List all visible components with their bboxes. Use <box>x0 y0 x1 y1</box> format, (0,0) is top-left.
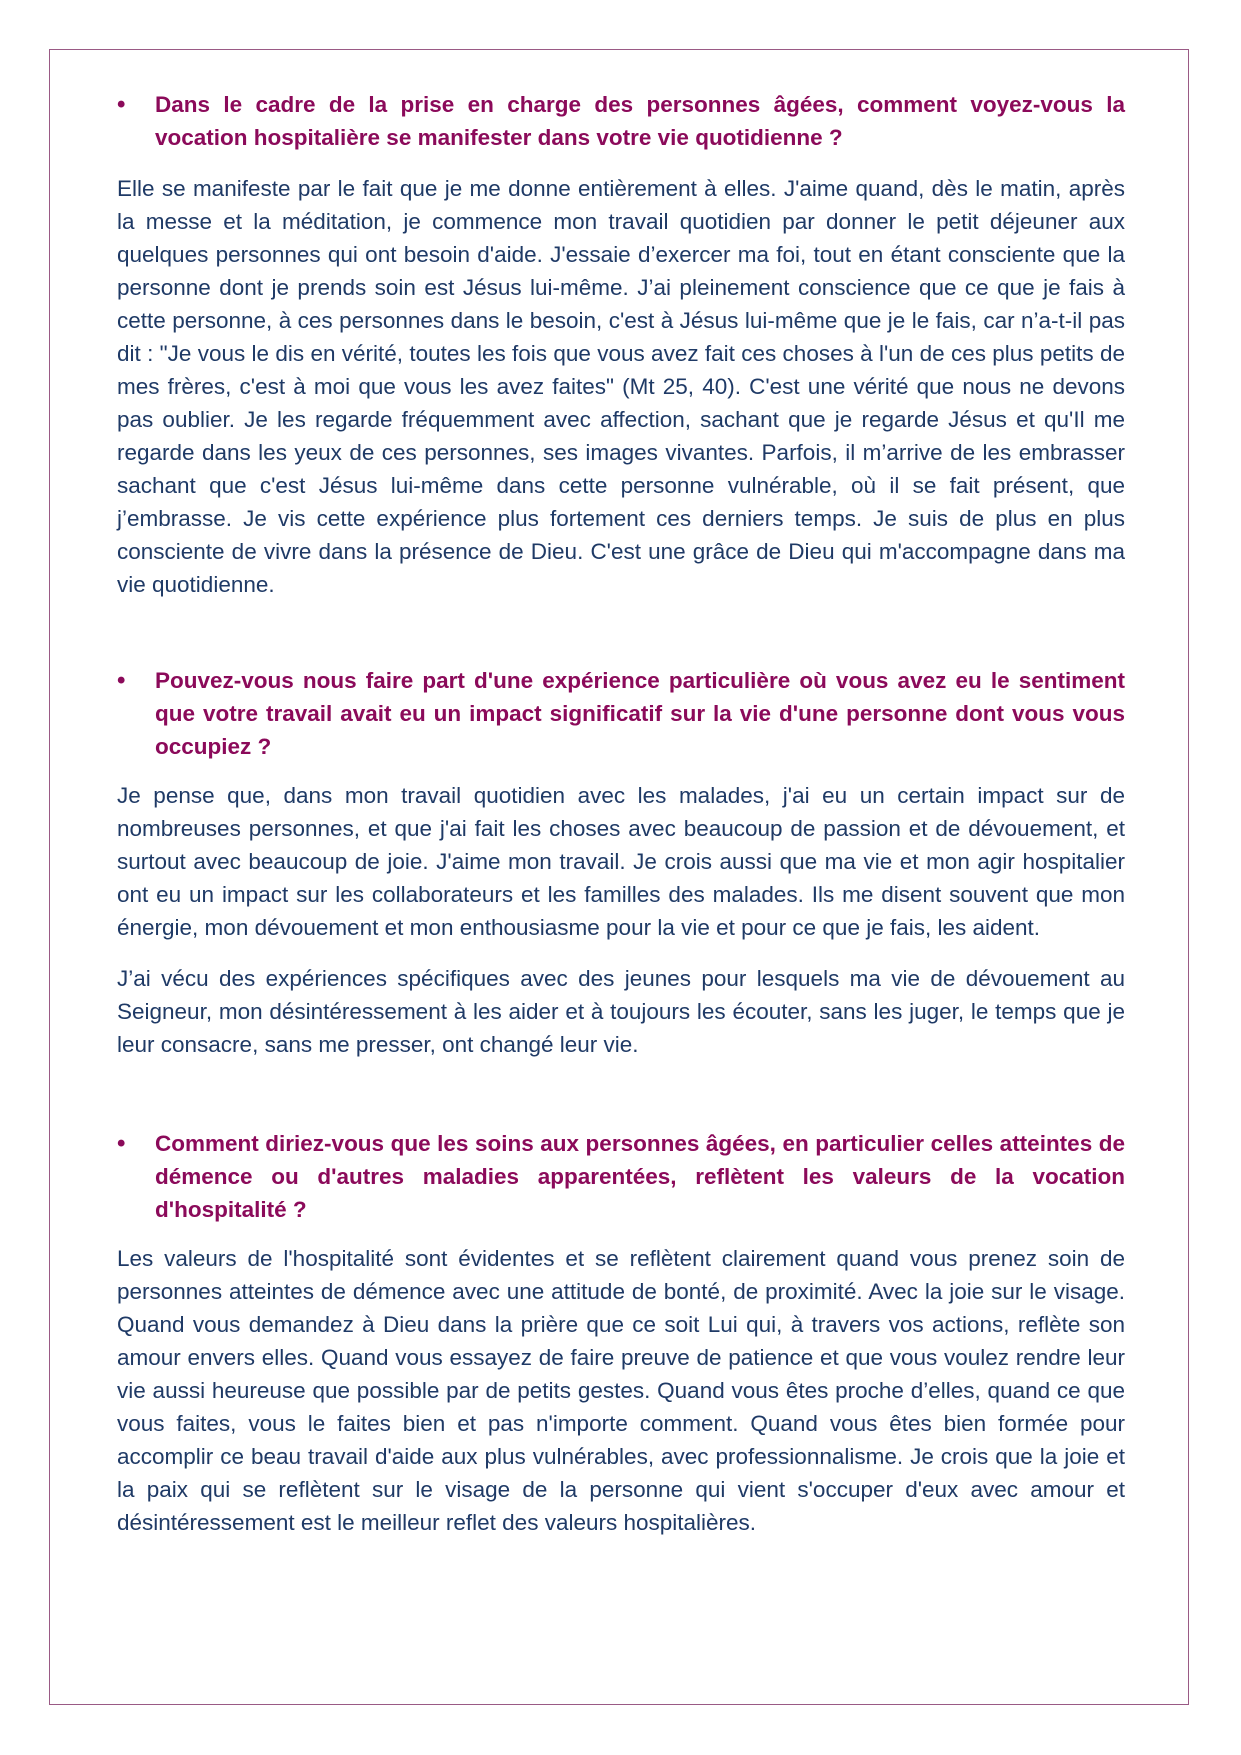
document-content <box>117 88 1125 1539</box>
bullet-icon: • <box>117 91 126 118</box>
question-2-text: Pouvez-vous nous faire part d'une expérience particulière où vous avez eu le sentiment que votre travail avait eu un impact significatif sur la vie d'une personne dont vous vous occupiez ? <box>155 668 1125 759</box>
answer-2-paragraph-2: J’ai vécu des expériences spécifiques avec des jeunes pour lesquels ma vie de dévouement au Seigneur, mon désintéressement à les aider et à toujours les écouter, sans les juger, le temps que je leur consacre, sans me presser, ont changé leur vie. <box>117 966 1125 1057</box>
question-1-text: Dans le cadre de la prise en charge des personnes âgées, comment voyez-vous la vocation hospitalière se manifester dans votre vie quotidienne ? <box>155 92 1125 150</box>
question-3 <box>117 1127 1125 1226</box>
bullet-icon: • <box>117 667 126 694</box>
answer-2-paragraph-1: Je pense que, dans mon travail quotidien avec les malades, j'ai eu un certain impact sur de nombreuses personnes, et que j'ai fait les choses avec beaucoup de passion et de dévouement, et surtout avec beaucoup de joie. J'aime mon travail. Je crois aussi que ma vie et mon agir hospitalier ont eu un impact sur les collaborateurs et les familles des malades. Ils me disent souvent que mon énergie, mon dévouement et mon enthousiasme pour la vie et pour ce que je fais, les aident. <box>117 783 1125 940</box>
answer-1-paragraph-1: Elle se manifeste par le fait que je me donne entièrement à elles. J'aime quand, dès le matin, après la messe et la méditation, je commence mon travail quotidien par donner le petit déjeuner aux quelques personnes qui ont besoin d'aide. J'essaie d’exercer ma foi, tout en étant consciente que la personne dont je prends soin est Jésus lui-même. J’ai pleinement conscience que ce que je fais à cette personne, à ces personnes dans le besoin, c'est à Jésus lui-même que je le fais, car n’a-t-il pas dit : "Je vous le dis en vérité, toutes les fois que vous avez fait ces choses à l'un de ces plus petits de mes frères, c'est à moi que vous les avez faites" (Mt 25, 40). C'est une vérité que nous ne devons pas oublier. Je les regarde fréquemment avec affection, sachant que je regarde Jésus et qu'Il me regarde dans les yeux de ces personnes, ses images vivantes. Parfois, il m’arrive de les embrasser sachant que c'est Jésus lui-même dans cette personne vulnérable, où il se fait présent, que j’embrasse. Je vis cette expérience plus fortement ces derniers temps. Je suis de plus en plus consciente de vivre dans la présence de Dieu. C'est une grâce de Dieu qui m'accompagne dans ma vie quotidienne. <box>117 176 1125 597</box>
question-2 <box>117 664 1125 763</box>
answer-3-paragraph-1: Les valeurs de l'hospitalité sont évidentes et se reflètent clairement quand vous prenez soin de personnes atteintes de démence avec une attitude de bonté, de proximité. Avec la joie sur le visage. Quand vous demandez à Dieu dans la prière que ce soit Lui qui, à travers vos actions, reflète son amour envers elles. Quand vous essayez de faire preuve de patience et que vous voulez rendre leur vie aussi heureuse que possible par de petits gestes. Quand vous êtes proche d’elles, quand ce que vous faites, vous le faites bien et pas n'importe comment. Quand vous êtes bien formée pour accomplir ce beau travail d'aide aux plus vulnérables, avec professionnalisme. Je crois que la joie et la paix qui se reflètent sur le visage de la personne qui vient s'occuper d'eux avec amour et désintéressement est le meilleur reflet des valeurs hospitalières. <box>117 1246 1125 1535</box>
question-1 <box>117 88 1125 154</box>
bullet-icon: • <box>117 1130 126 1157</box>
question-3-text: Comment diriez-vous que les soins aux personnes âgées, en particulier celles atteintes de démence ou d'autres maladies apparentées, reflètent les valeurs de la vocation d'hospitalité ? <box>155 1131 1125 1222</box>
